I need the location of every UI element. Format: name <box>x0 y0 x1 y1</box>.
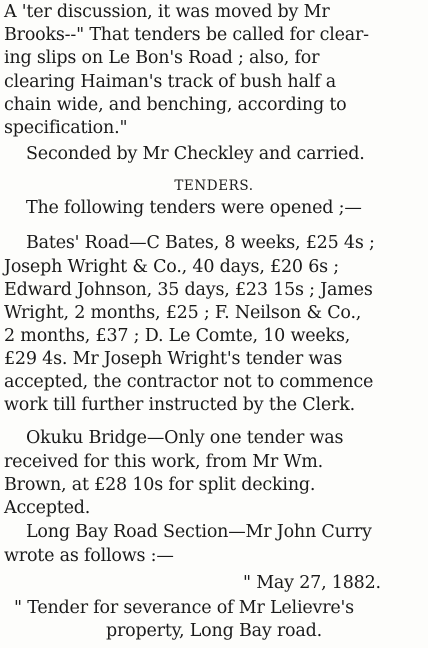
text-line-15: £29 4s. Mr Joseph Wright's tender was <box>4 349 343 369</box>
text-line-20: Brown, at £28 10s for split decking. <box>4 475 316 495</box>
text-line-18: Okuku Bridge—Only one tender was <box>26 428 344 448</box>
text-line-17: work till further instructed by the Clerk. <box>4 395 355 415</box>
text-line-4: clearing Haiman's track of bush half a <box>4 72 336 92</box>
text-line-25: " Tender for severance of Mr Lelievre's <box>14 598 354 618</box>
text-line-2: Brooks--" That tenders be called for clear- <box>4 25 369 45</box>
text-line-13: Wright, 2 months, £25 ; F. Neilson & Co., <box>4 303 362 323</box>
text-line-11: Joseph Wright & Co., 40 days, £20 6s ; <box>4 257 340 277</box>
text-line-16: accepted, the contractor not to commence <box>4 372 374 392</box>
text-line-26: property, Long Bay road. <box>106 621 322 641</box>
text-line-6: specification." <box>4 118 128 138</box>
text-line-23: wrote as follows :— <box>4 546 174 566</box>
section-heading-tenders: TENDERS. <box>174 178 254 194</box>
text-line-3: ing slips on Le Bon's Road ; also, for <box>4 48 320 68</box>
text-line-9: The following tenders were opened ;— <box>26 198 362 218</box>
text-line-10: Bates' Road—C Bates, 8 weeks, £25 4s ; <box>26 233 375 253</box>
letter-date: " May 27, 1882. <box>243 573 381 593</box>
text-line-5: chain wide, and benching, according to <box>4 95 347 115</box>
text-line-12: Edward Johnson, 35 days, £23 15s ; James <box>4 280 373 300</box>
text-line-1: A 'ter discussion, it was moved by Mr <box>4 2 330 22</box>
text-line-7: Seconded by Mr Checkley and carried. <box>26 144 365 164</box>
text-line-14: 2 months, £37 ; D. Le Comte, 10 weeks, <box>4 326 351 346</box>
text-line-19: received for this work, from Mr Wm. <box>4 452 324 472</box>
text-line-21: Accepted. <box>4 498 91 518</box>
text-line-22: Long Bay Road Section—Mr John Curry <box>26 522 372 542</box>
